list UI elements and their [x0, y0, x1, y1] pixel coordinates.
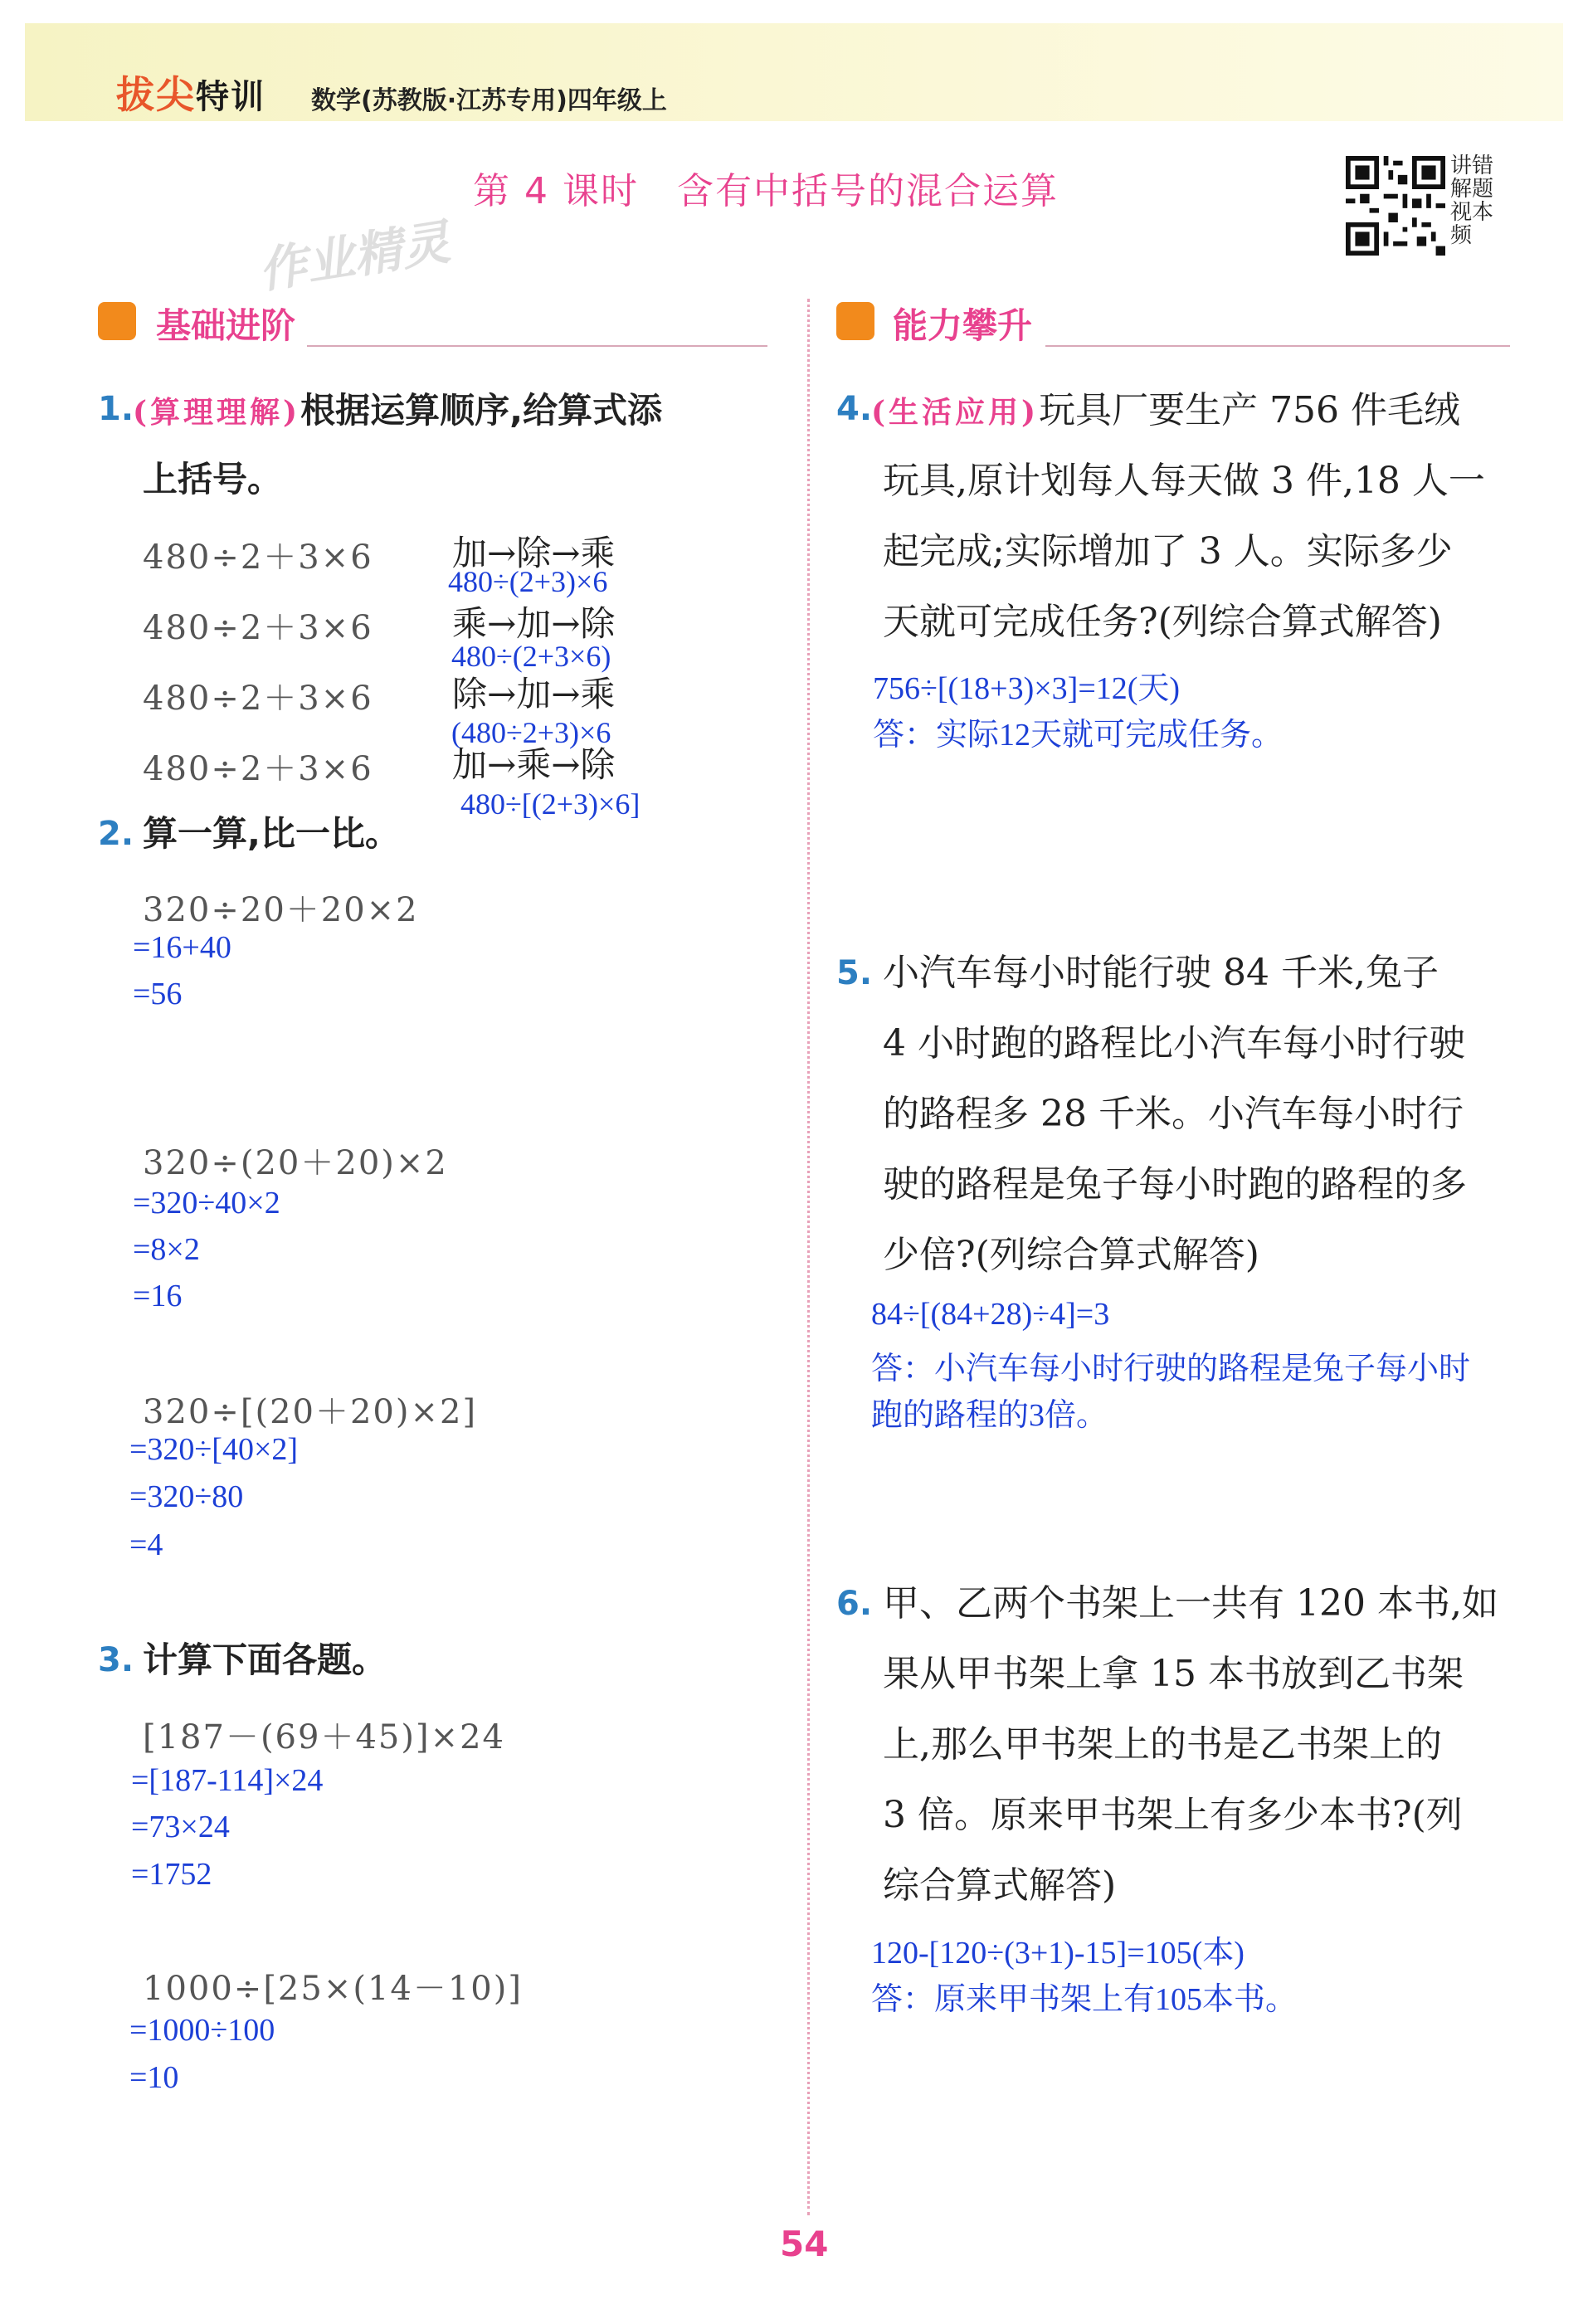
brand-part-b: 特训: [196, 78, 265, 116]
question-number: 4.: [836, 390, 873, 428]
question-line: 上,那么甲书架上的书是乙书架上的: [883, 1723, 1442, 1766]
question-line: 小汽车每小时能行驶 84 千米,兔子: [883, 952, 1439, 994]
question-line: 玩具厂要生产 756 件毛绒: [1039, 389, 1461, 431]
q1-answer: 480÷[(2+3)×6]: [460, 787, 641, 821]
q2-step: =8×2: [133, 1232, 200, 1267]
question-tag: (算理理解): [133, 395, 301, 430]
question-line: 果从甲书架上拿 15 本书放到乙书架: [883, 1653, 1464, 1695]
page-number: 54: [780, 2224, 829, 2264]
q1-expression: 480÷2＋3×6: [143, 538, 373, 577]
question-number: 5.: [836, 954, 873, 992]
question-number: 1.: [98, 390, 134, 428]
q1-order: 乘→加→除: [452, 603, 616, 644]
question-text: 根据运算顺序,给算式添: [300, 390, 663, 431]
question-line: 甲、乙两个书架上一共有 120 本书,如: [883, 1582, 1498, 1625]
q2-expression: 320÷[(20＋20)×2]: [143, 1393, 478, 1431]
section-title-advanced: 能力攀升: [893, 305, 1033, 346]
question-line: 驶的路程是兔子每小时跑的路程的多: [883, 1163, 1467, 1206]
q1-expression: 480÷2＋3×6: [143, 750, 373, 788]
q2-step: =56: [133, 977, 183, 1011]
qr-code-icon[interactable]: [1346, 156, 1445, 256]
q3-step: =[187-114]×24: [131, 1763, 324, 1798]
q3-expression: 1000÷[25×(14－10)]: [143, 1970, 523, 2008]
question-line: 综合算式解答): [883, 1864, 1117, 1907]
q1-expression: 480÷2＋3×6: [143, 680, 373, 718]
question-number: 6.: [836, 1585, 873, 1623]
q3-step: =1752: [131, 1857, 212, 1892]
qr-caption-char: 讲: [1450, 153, 1473, 178]
question-line: 3 倍。原来甲书架上有多少本书?(列: [883, 1794, 1463, 1836]
q5-answer-expression: 84÷[(84+28)÷4]=3: [871, 1297, 1110, 1332]
qr-caption: [1450, 154, 1508, 247]
rocket-icon: [98, 302, 136, 340]
q4-answer-expression: 756÷[(18+3)×3]=12(天): [873, 671, 1181, 706]
qr-caption-char: 频: [1450, 223, 1473, 248]
question-text: 计算下面各题。: [143, 1639, 387, 1680]
question-1-text: [133, 375, 780, 446]
q1-order: 除→加→乘: [452, 674, 616, 714]
q3-step: =1000÷100: [129, 2013, 275, 2048]
question-4-text: [871, 375, 1527, 657]
question-5-text: [883, 938, 1530, 1290]
question-line: 天就可完成任务?(列综合算式解答): [883, 601, 1442, 643]
q1-answer: 480÷(2+3×6): [451, 640, 611, 673]
book-subject: 数学(苏教版·江苏专用)四年级上: [311, 86, 667, 115]
q2-expression: 320÷20＋20×2: [143, 891, 419, 929]
q2-step: =320÷40×2: [133, 1186, 280, 1220]
question-tag: (生活应用): [871, 395, 1040, 430]
question-line: 少倍?(列综合算式解答): [883, 1234, 1259, 1276]
question-number: 2.: [98, 815, 134, 853]
lesson-title: 第 4 课时 含有中括号的混合运算: [473, 170, 1059, 212]
question-line: 的路程多 28 千米。小汽车每小时行: [883, 1093, 1464, 1135]
section-title-basic: 基础进阶: [156, 305, 296, 346]
q3-step: =73×24: [131, 1810, 230, 1844]
qr-caption-char: 题: [1472, 177, 1494, 202]
q2-step: =320÷80: [129, 1479, 244, 1514]
q2-step: =16: [133, 1279, 183, 1313]
q1-answer: (480÷2+3)×6: [451, 716, 611, 749]
q5-answer-statement: 答：小汽车每小时行驶的路程是兔子每小时: [871, 1352, 1471, 1386]
q4-answer-statement: 答：实际12天就可完成任务。: [873, 718, 1284, 753]
q3-expression: [187－(69＋45)]×24: [143, 1718, 505, 1756]
q2-step: =320÷[40×2]: [129, 1432, 299, 1467]
q2-step: =16+40: [133, 930, 231, 965]
q2-step: =4: [129, 1527, 163, 1562]
book-brand-logo: [116, 65, 265, 119]
qr-caption-char: 视: [1450, 200, 1473, 225]
q5-answer-statement: 跑的路程的3倍。: [871, 1398, 1108, 1433]
q1-answer: 480÷(2+3)×6: [448, 565, 608, 598]
section-rule: [1045, 345, 1510, 347]
q3-step: =10: [129, 2060, 179, 2095]
watermark: 作业精灵: [254, 213, 454, 300]
q1-order: 加→除→乘: [452, 533, 616, 573]
question-line: 玩具,原计划每人每天做 3 件,18 人一: [883, 460, 1485, 502]
q1-order: 加→乘→除: [452, 744, 616, 785]
question-line: 起完成;实际增加了 3 人。实际多少: [883, 530, 1453, 572]
q6-answer-expression: 120-[120÷(3+1)-15]=105(本): [871, 1936, 1245, 1971]
brand-part-a: 拔尖: [116, 72, 196, 117]
question-number: 3.: [98, 1641, 134, 1679]
q6-answer-statement: 答：原来甲书架上有105本书。: [871, 1982, 1298, 2017]
q1-expression: 480÷2＋3×6: [143, 609, 373, 647]
qr-caption-char: 错: [1472, 153, 1494, 178]
question-6-text: [883, 1568, 1530, 1921]
section-rule: [307, 345, 767, 347]
q2-expression: 320÷(20＋20)×2: [143, 1144, 448, 1182]
runner-icon: [836, 302, 874, 340]
qr-caption-char: 解: [1450, 177, 1473, 202]
question-text: 上括号。: [143, 459, 283, 499]
qr-caption-char: 本: [1472, 200, 1494, 225]
question-text: 算一算,比一比。: [143, 813, 400, 854]
column-divider: [807, 299, 810, 2215]
question-line: 4 小时跑的路程比小汽车每小时行驶: [883, 1022, 1465, 1065]
